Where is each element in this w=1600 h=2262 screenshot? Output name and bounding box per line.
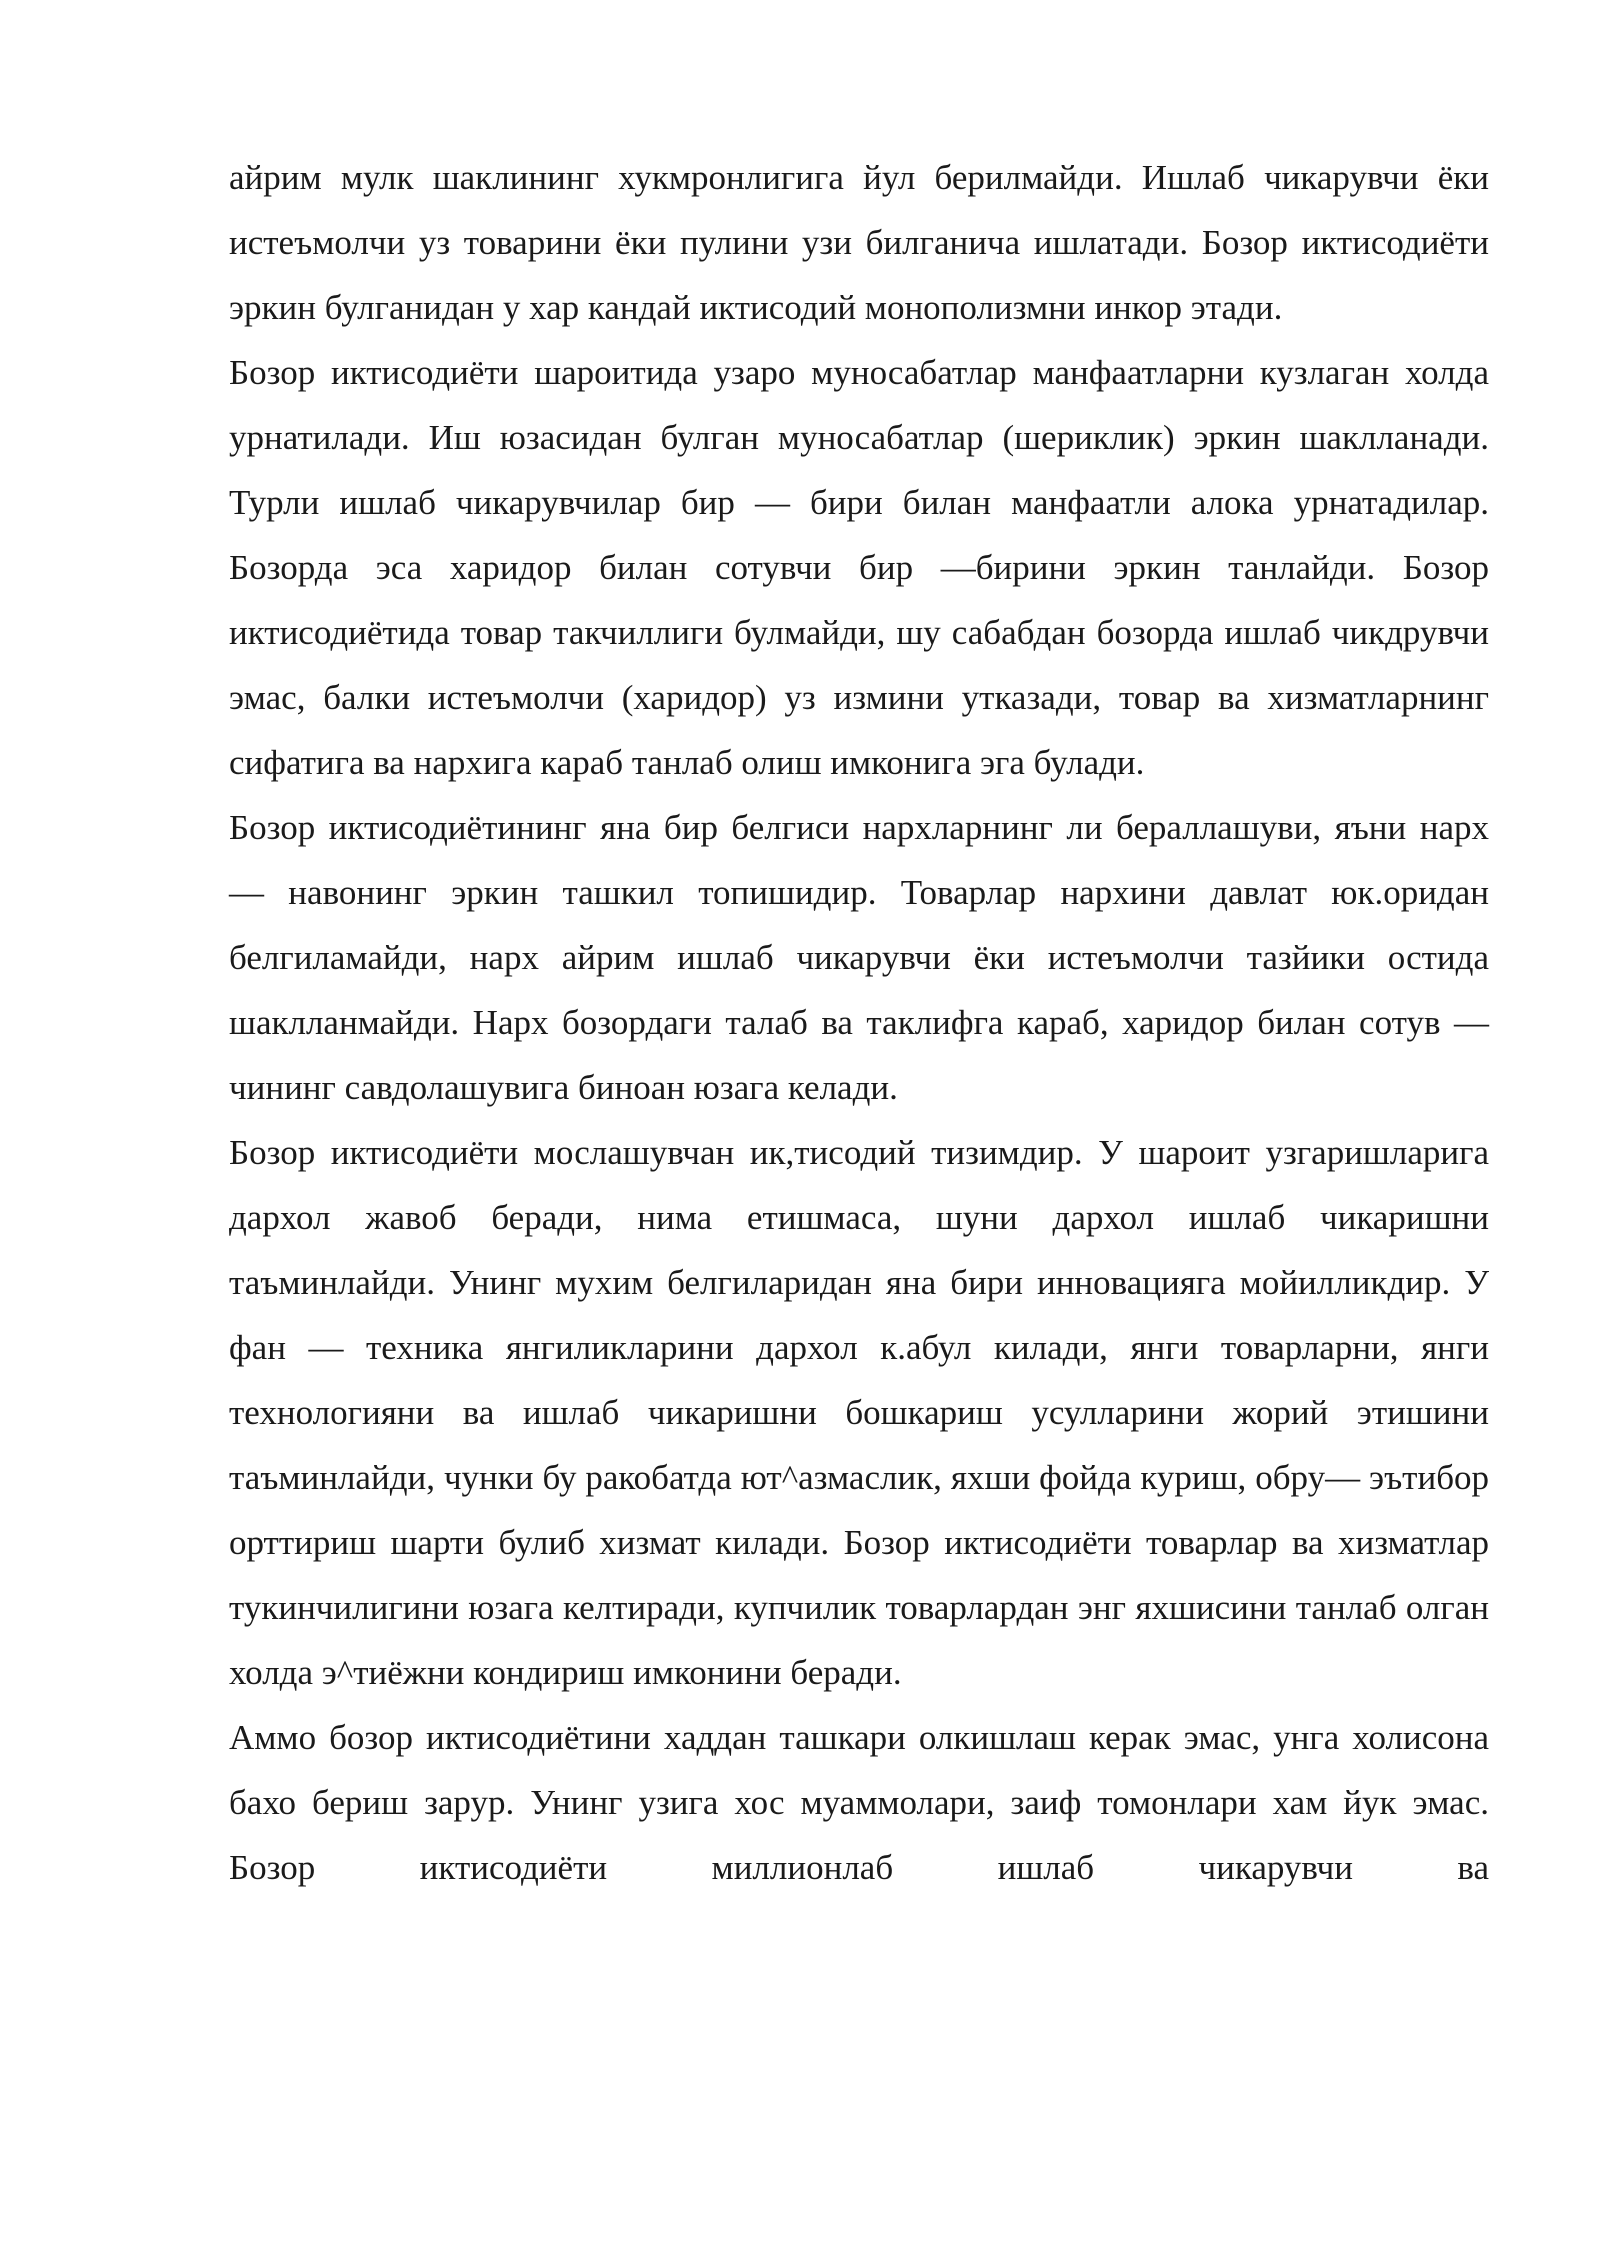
paragraph-4: Бозор иктисодиёти мослашувчан ик,тисодий тизимдир. У шароит узгаришларига дархол жавоб беради, нима етишмаса, шуни дархол ишлаб чикаришни таъминлайди. Унинг мухим белгиларидан яна бири инновацияга мойилликдир. У фан — техника янгиликларини дархол к.абул килади, янги товарларни, янги технологияни ва ишлаб чикаришни бошкариш усулларини жорий этишини таъминлайди, чунки бу ракобатда ют^азмаслик, яхши фойда куриш, обру— эътибор орттириш шарти булиб хизмат килади. Бозор иктисодиёти товарлар ва хизматлар тукинчилигини юзага келтиради, купчилик товарлардан энг яхшисини танлаб олган холда э^тиёжни кондириш имконини беради. bbox=[229, 1133, 1489, 1692]
paragraph-2: Бозор иктисодиёти шароитида узаро муносабатлар манфаатларни кузлаган холда урнатилади. Иш юзасидан булган муносабатлар (шериклик) эркин шаклланади. Турли ишлаб чикарувчилар бир — бири билан манфаатли алока урнатадилар. Бозорда эса харидор билан сотувчи бир —бирини эркин танлайди. Бозор иктисодиётида товар такчиллиги булмайди, шу сабабдан бозорда ишлаб чикдрувчи эмас, балки истеъмолчи (харидор) уз измини утказади, товар ва хизматларнинг сифатига ва нархига караб танлаб олиш имконига эга булади. bbox=[229, 353, 1489, 782]
paragraph-3: Бозор иктисодиётининг яна бир белгиси нархларнинг ли бераллашуви, яъни нарх — навонинг эркин ташкил топишидир. Товарлар нархини давлат юк.оридан белгиламайди, нарх айрим ишлаб чикарувчи ёки истеъмолчи тазйики остида шаклланмайди. Нарх бозордаги талаб ва таклифга караб, харидор билан сотув — чининг савдолашувига биноан юзага келади. bbox=[229, 808, 1489, 1107]
paragraph-5: Аммо бозор иктисодиётини хаддан ташкари олкишлаш керак эмас, унга холисона бахо бериш зарур. Унинг узига хос муаммолари, заиф томонлари хам йук эмас. Бозор иктисодиёти миллионлаб ишлаб чикарувчи ва bbox=[229, 1718, 1489, 1887]
paragraph-1: айрим мулк шаклининг хукмронлигига йул берилмайди. Ишлаб чикарувчи ёки истеъмолчи уз товарини ёки пулини узи билганича ишлатади. Бозор иктисодиёти эркин булганидан у хар кандай иктисодий монополизмни инкор этади. bbox=[229, 158, 1489, 327]
document-body bbox=[229, 145, 1489, 1900]
